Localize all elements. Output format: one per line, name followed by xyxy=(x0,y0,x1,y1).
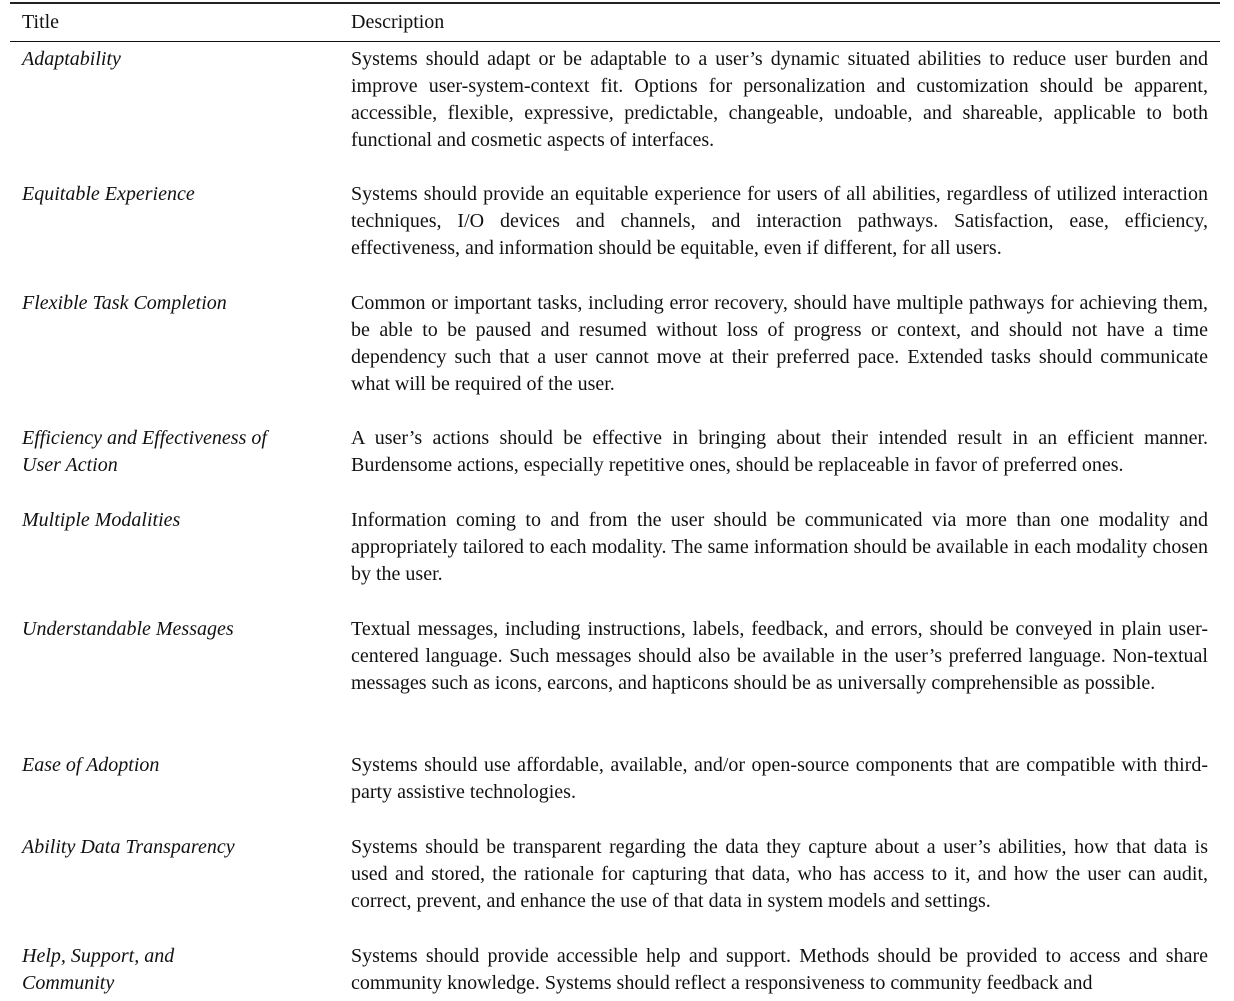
row-description: Common or important tasks, including error recovery, should have multiple pathways for achieving them, be able to be paused and resumed without loss of progress or context, and should not have a time dependency such that a user cannot move at their preferred pace. Extended tasks should communicate what will be required of the user. xyxy=(351,292,1208,395)
column-header-description: Description xyxy=(351,11,445,33)
row-description: Textual messages, including instructions, labels, feedback, and errors, should be conveyed in plain user-centered language. Such messages should also be available in the user’s preferred language. Non-textual messages such as icons, earcons, and hapticons should be as universally comprehensible as possible. xyxy=(351,618,1208,694)
row-description: Systems should use affordable, available, and/or open-source components that are compatible with third-party assistive technologies. xyxy=(351,754,1208,803)
row-description: Systems should adapt or be adaptable to a user’s dynamic situated abilities to reduce user burden and improve user-system-context fit. Options for personalization and customization should be apparent, accessible, flexible, expressive, predictable, changeable, undoable, and shareable, applicable to both functional and cosmetic aspects of interfaces. xyxy=(351,48,1208,151)
row-title: Ease of Adoption xyxy=(22,754,160,776)
row-title: Efficiency and Effectiveness of User Action xyxy=(22,427,267,476)
row-description: A user’s actions should be effective in bringing about their intended result in an efficient manner. Burdensome actions, especially repetitive ones, should be replaceable in favor of preferred ones. xyxy=(351,427,1208,476)
row-description: Systems should provide accessible help and support. Methods should be provided to access and share community knowledge. Systems should reflect a responsiveness to community feedback and xyxy=(351,945,1208,994)
row-title: Adaptability xyxy=(22,48,121,70)
row-title: Help, Support, and Community xyxy=(22,945,175,994)
row-description: Systems should provide an equitable experience for users of all abilities, regardless of utilized interaction techniques, I/O devices and channels, and interaction pathways. Satisfaction, ease, efficiency, effectiveness, and information should be equitable, even if different, for all users. xyxy=(351,183,1208,259)
column-header-title: Title xyxy=(22,11,60,33)
row-title: Understandable Messages xyxy=(22,618,234,640)
table-top-rule xyxy=(10,2,1220,4)
row-description: Information coming to and from the user should be communicated via more than one modality and appropriately tailored to each modality. The same information should be available in each modality chosen by the user. xyxy=(351,509,1208,585)
row-title: Equitable Experience xyxy=(22,183,195,205)
row-title: Multiple Modalities xyxy=(22,509,181,531)
row-description: Systems should be transparent regarding the data they capture about a user’s abilities, how that data is used and stored, the rationale for capturing that data, who has access to it, and how the user can audit, correct, prevent, and enhance the use of that data in system models and settings. xyxy=(351,836,1208,912)
header-rule xyxy=(10,41,1220,42)
row-title: Flexible Task Completion xyxy=(22,292,227,314)
row-title: Ability Data Transparency xyxy=(22,836,235,858)
